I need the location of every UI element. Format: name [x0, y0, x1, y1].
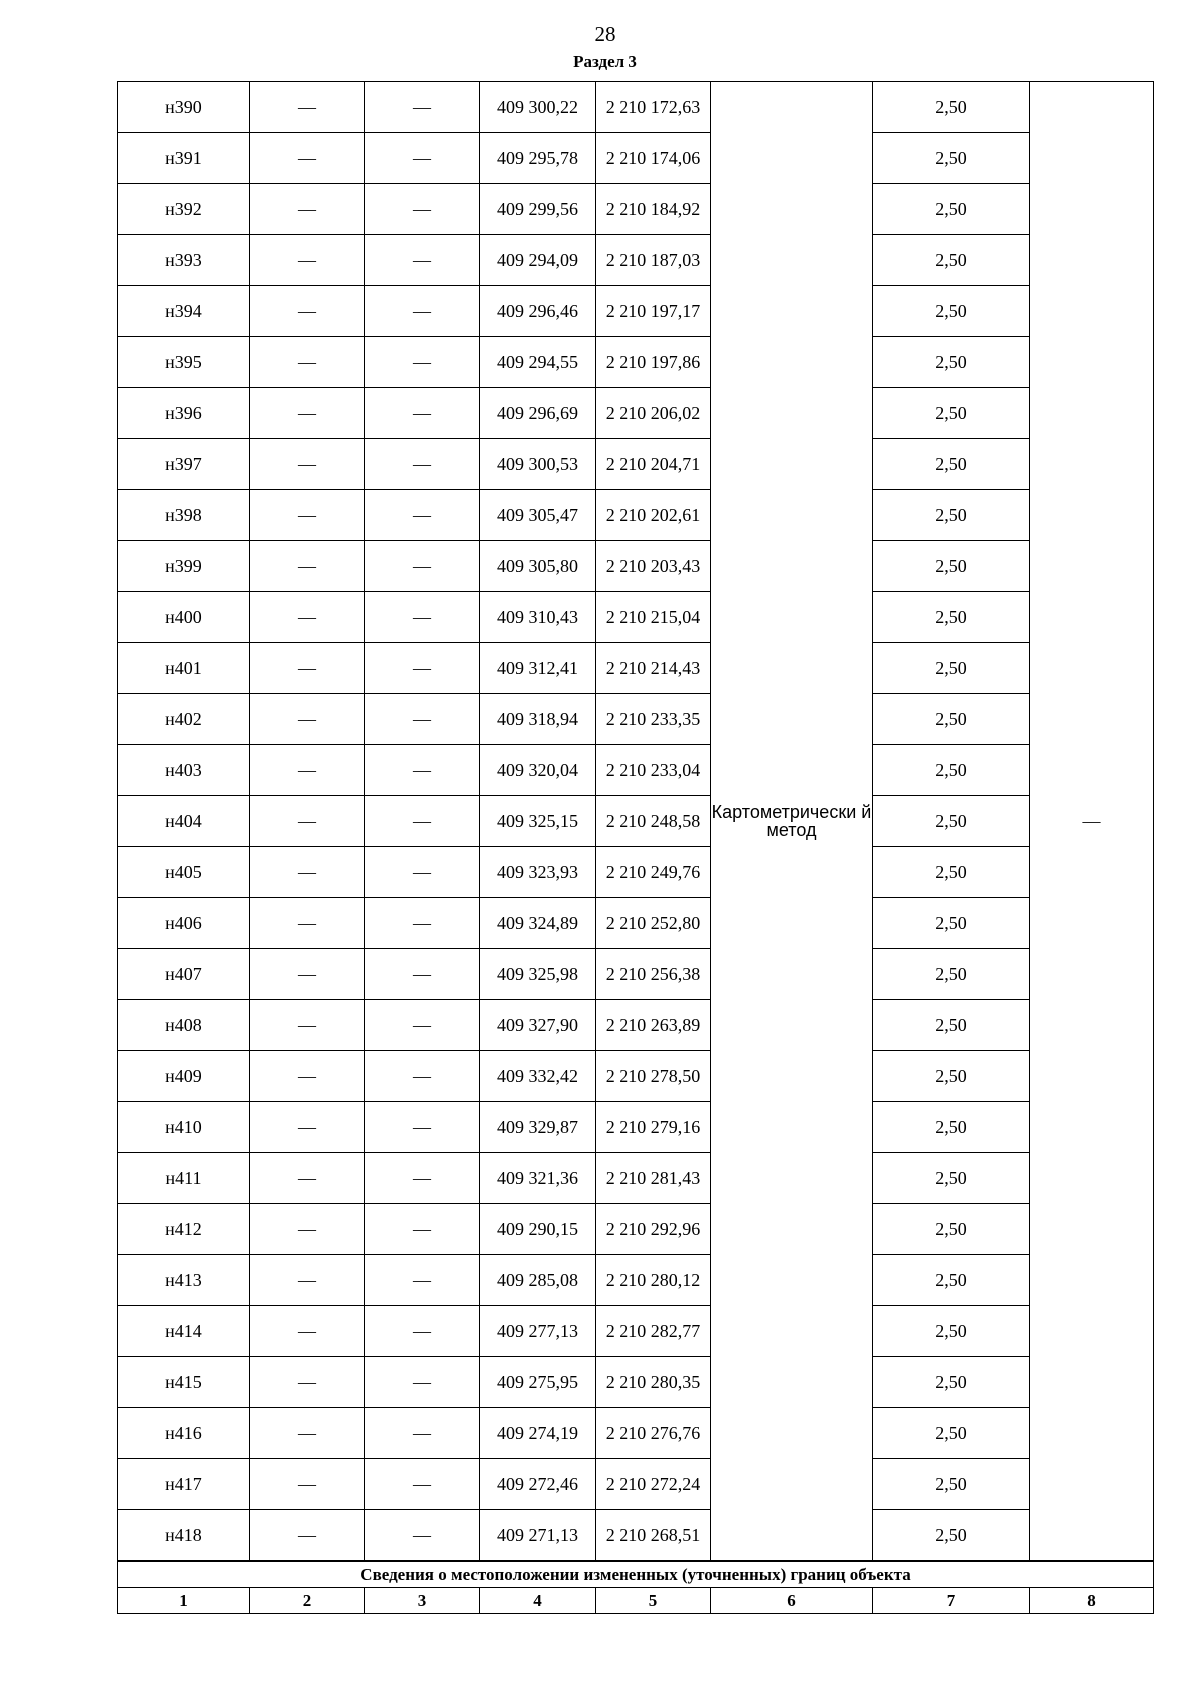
accuracy-cell: 2,50 [873, 1000, 1030, 1051]
old-x-cell: — [250, 1051, 365, 1102]
accuracy-cell: 2,50 [873, 745, 1030, 796]
new-x-cell: 409 323,93 [480, 847, 596, 898]
point-id: н397 [118, 439, 250, 490]
column-number: 4 [480, 1588, 596, 1614]
old-x-cell: — [250, 388, 365, 439]
old-x-cell: — [250, 1306, 365, 1357]
accuracy-cell: 2,50 [873, 1357, 1030, 1408]
footer-title-row [118, 1561, 1154, 1588]
new-y-cell: 2 210 292,96 [596, 1204, 711, 1255]
old-y-cell: — [365, 1102, 480, 1153]
accuracy-cell: 2,50 [873, 337, 1030, 388]
new-x-cell: 409 299,56 [480, 184, 596, 235]
new-x-cell: 409 290,15 [480, 1204, 596, 1255]
old-x-cell: — [250, 898, 365, 949]
table-row [118, 490, 1154, 541]
accuracy-cell: 2,50 [873, 1255, 1030, 1306]
table-row [118, 286, 1154, 337]
old-y-cell: — [365, 82, 480, 133]
new-y-cell: 2 210 202,61 [596, 490, 711, 541]
accuracy-cell: 2,50 [873, 898, 1030, 949]
point-id: н406 [118, 898, 250, 949]
accuracy-cell: 2,50 [873, 1306, 1030, 1357]
old-x-cell: — [250, 439, 365, 490]
new-y-cell: 2 210 279,16 [596, 1102, 711, 1153]
accuracy-cell: 2,50 [873, 1510, 1030, 1562]
new-y-cell: 2 210 282,77 [596, 1306, 711, 1357]
point-id: н410 [118, 1102, 250, 1153]
old-x-cell: — [250, 541, 365, 592]
new-y-cell: 2 210 248,58 [596, 796, 711, 847]
new-x-cell: 409 272,46 [480, 1459, 596, 1510]
point-id: н404 [118, 796, 250, 847]
old-y-cell: — [365, 235, 480, 286]
old-y-cell: — [365, 286, 480, 337]
table-row [118, 1153, 1154, 1204]
accuracy-cell: 2,50 [873, 796, 1030, 847]
table-row [118, 1510, 1154, 1562]
old-y-cell: — [365, 1204, 480, 1255]
table-row [118, 1255, 1154, 1306]
column-numbers-row [118, 1588, 1154, 1614]
new-x-cell: 409 325,15 [480, 796, 596, 847]
new-y-cell: 2 210 204,71 [596, 439, 711, 490]
table-row [118, 745, 1154, 796]
new-y-cell: 2 210 187,03 [596, 235, 711, 286]
old-y-cell: — [365, 1408, 480, 1459]
old-y-cell: — [365, 439, 480, 490]
point-id: н408 [118, 1000, 250, 1051]
table-row [118, 1102, 1154, 1153]
new-y-cell: 2 210 233,04 [596, 745, 711, 796]
new-x-cell: 409 300,53 [480, 439, 596, 490]
new-y-cell: 2 210 174,06 [596, 133, 711, 184]
point-id: н415 [118, 1357, 250, 1408]
new-x-cell: 409 318,94 [480, 694, 596, 745]
new-y-cell: 2 210 280,12 [596, 1255, 711, 1306]
point-id: н413 [118, 1255, 250, 1306]
accuracy-cell: 2,50 [873, 643, 1030, 694]
table-row [118, 1357, 1154, 1408]
old-x-cell: — [250, 796, 365, 847]
old-y-cell: — [365, 337, 480, 388]
table-row [118, 643, 1154, 694]
old-y-cell: — [365, 796, 480, 847]
accuracy-cell: 2,50 [873, 949, 1030, 1000]
table-body [118, 82, 1154, 1562]
new-y-cell: 2 210 206,02 [596, 388, 711, 439]
point-id: н409 [118, 1051, 250, 1102]
column-8-cell: — [1030, 82, 1154, 1562]
new-x-cell: 409 332,42 [480, 1051, 596, 1102]
column-number: 6 [711, 1588, 873, 1614]
accuracy-cell: 2,50 [873, 1459, 1030, 1510]
accuracy-cell: 2,50 [873, 235, 1030, 286]
point-id: н392 [118, 184, 250, 235]
accuracy-cell: 2,50 [873, 1102, 1030, 1153]
table-row [118, 388, 1154, 439]
column-number: 7 [873, 1588, 1030, 1614]
point-id: н403 [118, 745, 250, 796]
table-row [118, 82, 1154, 133]
point-id: н402 [118, 694, 250, 745]
new-x-cell: 409 295,78 [480, 133, 596, 184]
accuracy-cell: 2,50 [873, 439, 1030, 490]
point-id: н395 [118, 337, 250, 388]
old-x-cell: — [250, 1510, 365, 1562]
old-x-cell: — [250, 1357, 365, 1408]
new-x-cell: 409 294,55 [480, 337, 596, 388]
point-id: н400 [118, 592, 250, 643]
new-x-cell: 409 296,46 [480, 286, 596, 337]
point-id: н417 [118, 1459, 250, 1510]
new-x-cell: 409 325,98 [480, 949, 596, 1000]
old-y-cell: — [365, 1357, 480, 1408]
new-y-cell: 2 210 197,17 [596, 286, 711, 337]
new-y-cell: 2 210 252,80 [596, 898, 711, 949]
old-x-cell: — [250, 286, 365, 337]
point-id: н401 [118, 643, 250, 694]
old-x-cell: — [250, 184, 365, 235]
point-id: н396 [118, 388, 250, 439]
new-x-cell: 409 277,13 [480, 1306, 596, 1357]
accuracy-cell: 2,50 [873, 184, 1030, 235]
table-row [118, 1000, 1154, 1051]
new-y-cell: 2 210 197,86 [596, 337, 711, 388]
old-x-cell: — [250, 1153, 365, 1204]
old-x-cell: — [250, 1102, 365, 1153]
new-x-cell: 409 312,41 [480, 643, 596, 694]
old-x-cell: — [250, 592, 365, 643]
point-id: н407 [118, 949, 250, 1000]
old-x-cell: — [250, 1000, 365, 1051]
old-y-cell: — [365, 388, 480, 439]
accuracy-cell: 2,50 [873, 1051, 1030, 1102]
old-y-cell: — [365, 1255, 480, 1306]
table-row [118, 541, 1154, 592]
table-row [118, 235, 1154, 286]
column-number: 8 [1030, 1588, 1154, 1614]
point-id: н399 [118, 541, 250, 592]
old-x-cell: — [250, 1204, 365, 1255]
new-y-cell: 2 210 256,38 [596, 949, 711, 1000]
old-x-cell: — [250, 337, 365, 388]
table-row [118, 1051, 1154, 1102]
old-y-cell: — [365, 1306, 480, 1357]
old-x-cell: — [250, 490, 365, 541]
accuracy-cell: 2,50 [873, 592, 1030, 643]
old-x-cell: — [250, 82, 365, 133]
new-y-cell: 2 210 172,63 [596, 82, 711, 133]
column-number: 5 [596, 1588, 711, 1614]
table-row [118, 949, 1154, 1000]
table-row [118, 1306, 1154, 1357]
accuracy-cell: 2,50 [873, 847, 1030, 898]
column-number: 1 [118, 1588, 250, 1614]
old-y-cell: — [365, 745, 480, 796]
old-x-cell: — [250, 847, 365, 898]
table-row [118, 796, 1154, 847]
new-x-cell: 409 300,22 [480, 82, 596, 133]
point-id: н394 [118, 286, 250, 337]
old-y-cell: — [365, 1510, 480, 1562]
old-y-cell: — [365, 898, 480, 949]
old-x-cell: — [250, 745, 365, 796]
old-y-cell: — [365, 541, 480, 592]
old-y-cell: — [365, 1459, 480, 1510]
accuracy-cell: 2,50 [873, 694, 1030, 745]
page-number: 28 [594, 22, 616, 46]
new-x-cell: 409 271,13 [480, 1510, 596, 1562]
table-row [118, 1459, 1154, 1510]
point-id: н390 [118, 82, 250, 133]
new-x-cell: 409 321,36 [480, 1153, 596, 1204]
old-x-cell: — [250, 643, 365, 694]
old-y-cell: — [365, 1051, 480, 1102]
coordinates-table [117, 81, 1154, 1614]
accuracy-cell: 2,50 [873, 541, 1030, 592]
new-y-cell: 2 210 272,24 [596, 1459, 711, 1510]
column-number: 2 [250, 1588, 365, 1614]
accuracy-cell: 2,50 [873, 1204, 1030, 1255]
point-id: н391 [118, 133, 250, 184]
old-y-cell: — [365, 184, 480, 235]
old-x-cell: — [250, 1408, 365, 1459]
new-y-cell: 2 210 203,43 [596, 541, 711, 592]
point-id: н411 [118, 1153, 250, 1204]
new-y-cell: 2 210 263,89 [596, 1000, 711, 1051]
old-y-cell: — [365, 847, 480, 898]
table-row [118, 439, 1154, 490]
column-number: 3 [365, 1588, 480, 1614]
accuracy-cell: 2,50 [873, 133, 1030, 184]
table-row [118, 184, 1154, 235]
section-title: Раздел 3 [573, 52, 637, 71]
accuracy-cell: 2,50 [873, 1408, 1030, 1459]
table-row [118, 337, 1154, 388]
old-y-cell: — [365, 133, 480, 184]
new-y-cell: 2 210 233,35 [596, 694, 711, 745]
accuracy-cell: 2,50 [873, 1153, 1030, 1204]
old-y-cell: — [365, 1000, 480, 1051]
point-id: н418 [118, 1510, 250, 1562]
table-row [118, 133, 1154, 184]
new-y-cell: 2 210 280,35 [596, 1357, 711, 1408]
new-y-cell: 2 210 268,51 [596, 1510, 711, 1562]
new-y-cell: 2 210 276,76 [596, 1408, 711, 1459]
accuracy-cell: 2,50 [873, 490, 1030, 541]
accuracy-cell: 2,50 [873, 82, 1030, 133]
accuracy-cell: 2,50 [873, 286, 1030, 337]
old-x-cell: — [250, 949, 365, 1000]
old-y-cell: — [365, 694, 480, 745]
old-y-cell: — [365, 490, 480, 541]
table-row [118, 847, 1154, 898]
new-y-cell: 2 210 215,04 [596, 592, 711, 643]
table-row [118, 592, 1154, 643]
table-row [118, 694, 1154, 745]
method-cell: Картометрически й метод [711, 82, 873, 1562]
old-y-cell: — [365, 949, 480, 1000]
point-id: н412 [118, 1204, 250, 1255]
point-id: н414 [118, 1306, 250, 1357]
new-x-cell: 409 327,90 [480, 1000, 596, 1051]
new-x-cell: 409 329,87 [480, 1102, 596, 1153]
old-y-cell: — [365, 643, 480, 694]
new-x-cell: 409 305,80 [480, 541, 596, 592]
new-x-cell: 409 274,19 [480, 1408, 596, 1459]
new-y-cell: 2 210 214,43 [596, 643, 711, 694]
point-id: н398 [118, 490, 250, 541]
accuracy-cell: 2,50 [873, 388, 1030, 439]
new-x-cell: 409 294,09 [480, 235, 596, 286]
old-x-cell: — [250, 133, 365, 184]
point-id: н393 [118, 235, 250, 286]
new-x-cell: 409 296,69 [480, 388, 596, 439]
table-row [118, 1408, 1154, 1459]
new-y-cell: 2 210 281,43 [596, 1153, 711, 1204]
point-id: н416 [118, 1408, 250, 1459]
new-x-cell: 409 324,89 [480, 898, 596, 949]
new-y-cell: 2 210 184,92 [596, 184, 711, 235]
old-x-cell: — [250, 1459, 365, 1510]
new-y-cell: 2 210 278,50 [596, 1051, 711, 1102]
point-id: н405 [118, 847, 250, 898]
new-x-cell: 409 285,08 [480, 1255, 596, 1306]
old-x-cell: — [250, 694, 365, 745]
new-x-cell: 409 305,47 [480, 490, 596, 541]
table-row [118, 1204, 1154, 1255]
new-y-cell: 2 210 249,76 [596, 847, 711, 898]
old-x-cell: — [250, 235, 365, 286]
new-x-cell: 409 320,04 [480, 745, 596, 796]
old-y-cell: — [365, 592, 480, 643]
footer-title: Сведения о местоположении измененных (уточненных) границ объекта [118, 1561, 1154, 1588]
new-x-cell: 409 275,95 [480, 1357, 596, 1408]
old-x-cell: — [250, 1255, 365, 1306]
new-x-cell: 409 310,43 [480, 592, 596, 643]
old-y-cell: — [365, 1153, 480, 1204]
table-row [118, 898, 1154, 949]
